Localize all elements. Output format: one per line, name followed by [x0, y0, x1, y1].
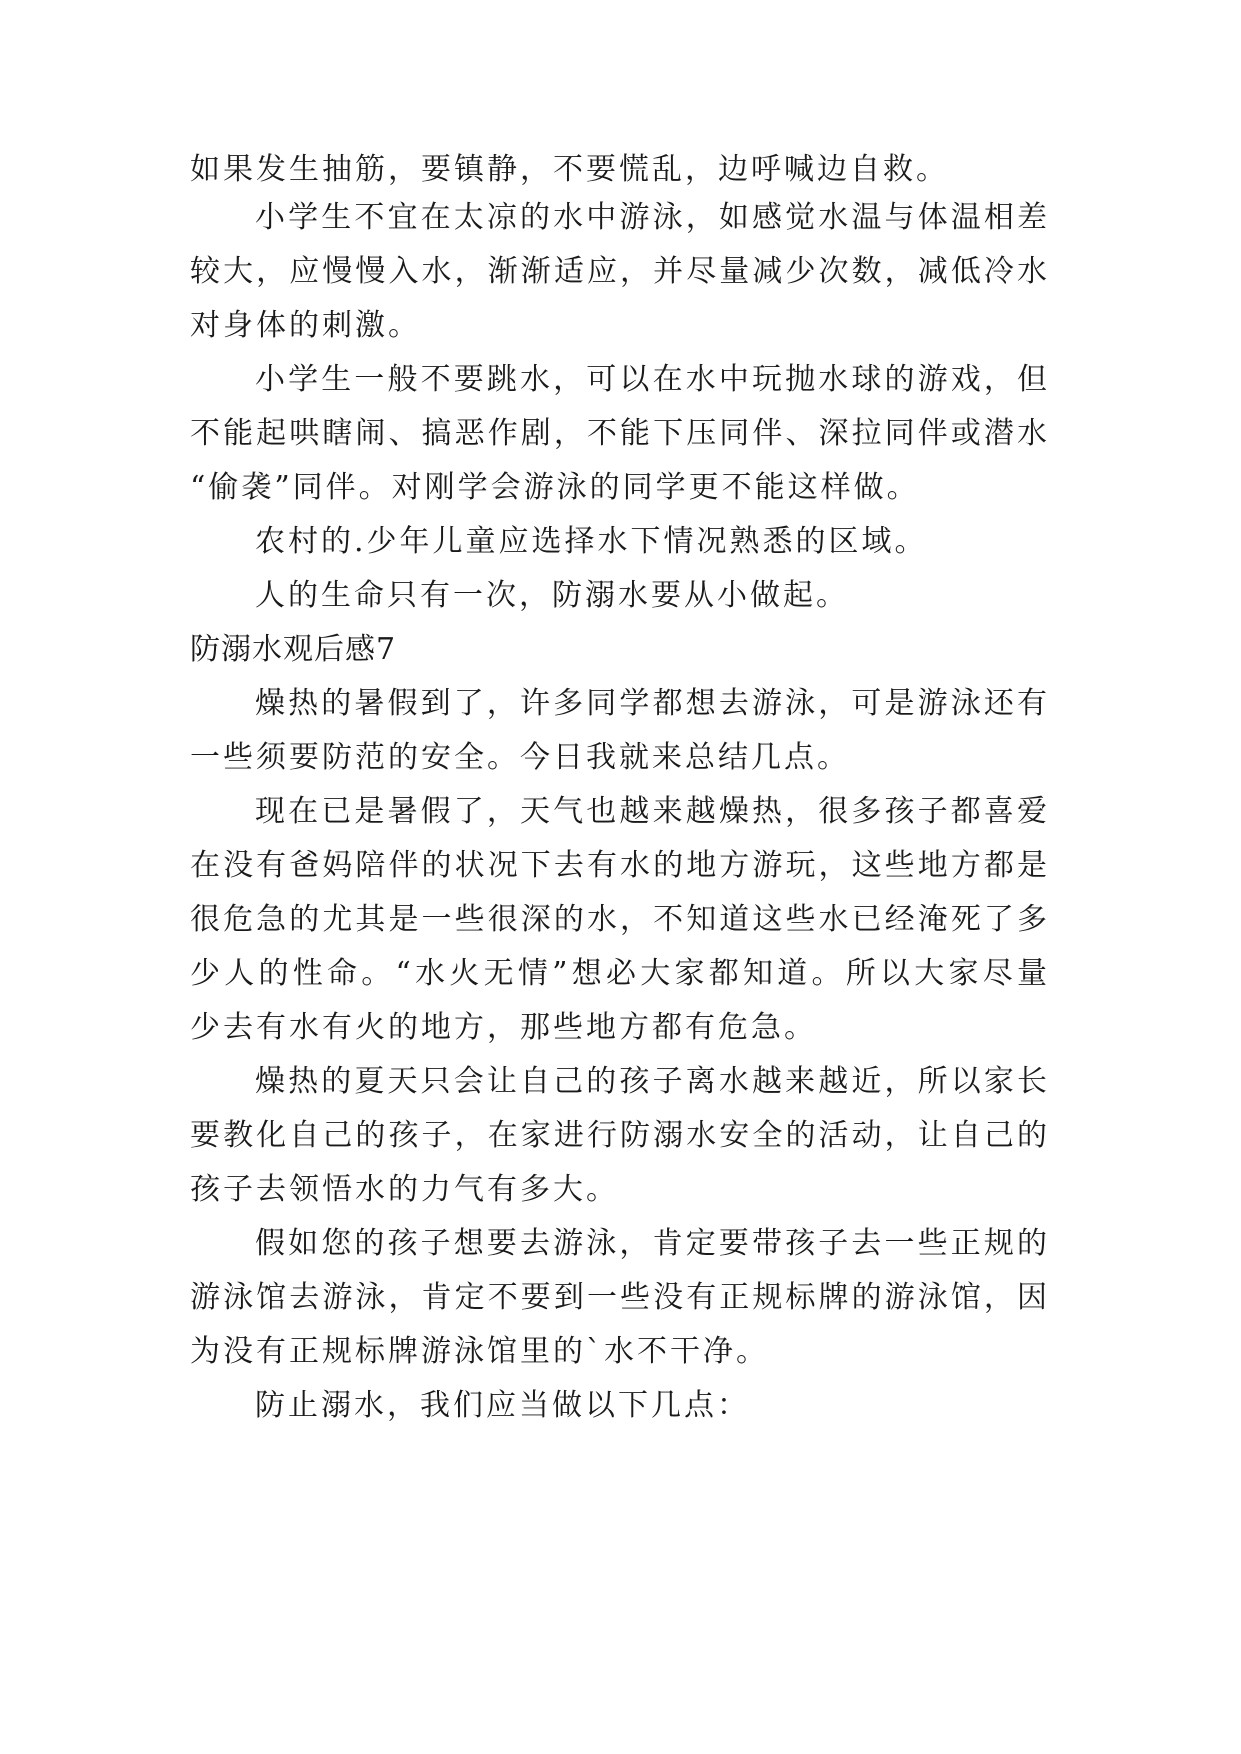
text-line: 少去有水有火的地方，那些地方都有危急。 — [190, 1010, 817, 1045]
text-line: 一些须要防范的安全。今日我就来总结几点。 — [190, 740, 850, 775]
text-line: 为没有正规标牌游泳馆里的`水不干净。 — [190, 1334, 769, 1369]
text-line: 孩子去领悟水的力气有多大。 — [190, 1172, 619, 1207]
text-line: 不能起哄瞎闹、搞恶作剧，不能下压同伴、深拉同伴或潜水 — [190, 416, 1050, 451]
text-line: 在没有爸妈陪伴的状况下去有水的地方游玩，这些地方都是 — [190, 848, 1050, 883]
text-line: “偷袭”同伴。对刚学会游泳的同学更不能这样做。 — [190, 470, 920, 505]
text-line: 燥热的暑假到了，许多同学都想去游泳，可是游泳还有 — [255, 686, 1050, 721]
text-line: 人的生命只有一次，防溺水要从小做起。 — [255, 578, 849, 613]
text-line: 小学生不宜在太凉的水中游泳，如感觉水温与体温相差 — [255, 200, 1050, 235]
text-line: 防止溺水，我们应当做以下几点： — [255, 1388, 750, 1423]
text-line: 如果发生抽筋，要镇静，不要慌乱，边呼喊边自救。 — [190, 152, 949, 187]
text-line: 游泳馆去游泳，肯定不要到一些没有正规标牌的游泳馆，因 — [190, 1280, 1050, 1315]
text-line: 燥热的夏天只会让自己的孩子离水越来越近，所以家长 — [255, 1064, 1050, 1099]
text-line: 少人的性命。“水火无情”想必大家都知道。所以大家尽量 — [190, 956, 1050, 991]
text-line: 较大，应慢慢入水，渐渐适应，并尽量减少次数，减低冷水 — [190, 254, 1050, 289]
text-line: 对身体的刺激。 — [190, 308, 421, 343]
text-line: 要教化自己的孩子，在家进行防溺水安全的活动，让自己的 — [190, 1118, 1050, 1153]
text-line: 小学生一般不要跳水，可以在水中玩抛水球的游戏，但 — [255, 362, 1050, 397]
text-line: 很危急的尤其是一些很深的水，不知道这些水已经淹死了多 — [190, 902, 1050, 937]
text-line: 现在已是暑假了，天气也越来越燥热，很多孩子都喜爱 — [255, 794, 1050, 829]
text-line: 假如您的孩子想要去游泳，肯定要带孩子去一些正规的 — [255, 1226, 1050, 1261]
text-line: 农村的.少年儿童应选择水下情况熟悉的区域。 — [255, 524, 928, 559]
section-heading: 防溺水观后感7 — [190, 632, 397, 667]
